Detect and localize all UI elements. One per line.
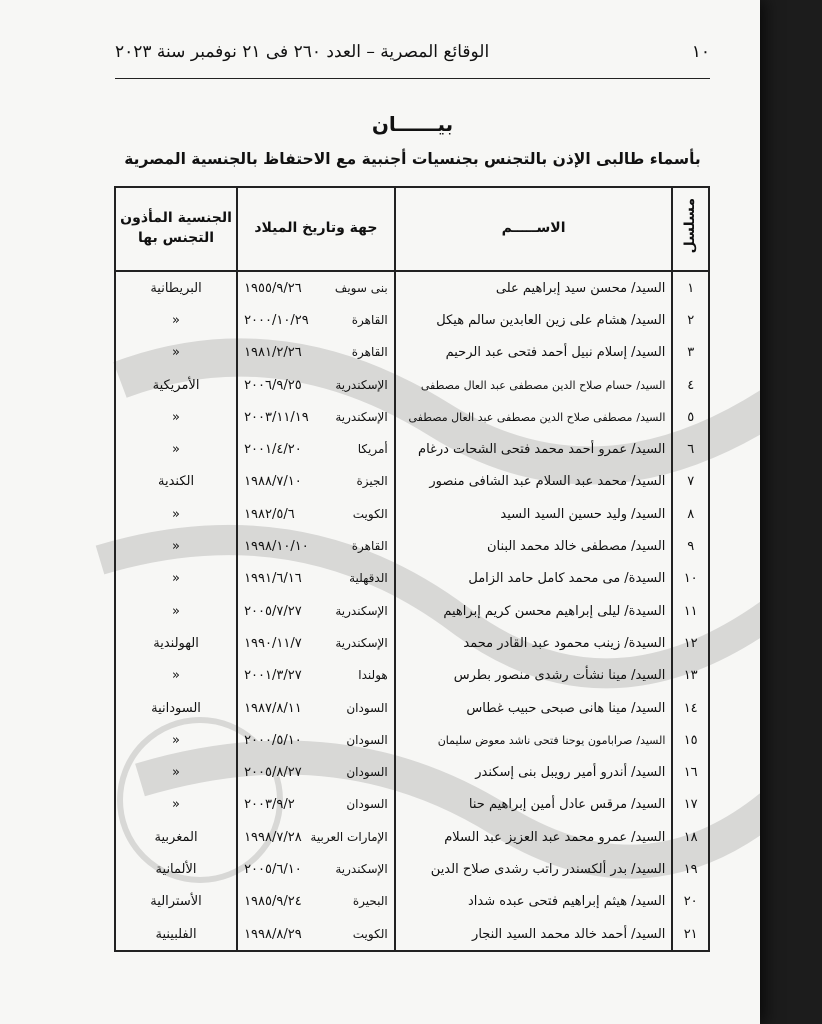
row-serial: ٨ <box>672 498 709 530</box>
row-serial: ٧ <box>672 466 709 498</box>
row-name-cell <box>395 466 673 498</box>
row-birth-place: الإسكندرية <box>335 635 388 650</box>
row-nationality: الأسترالية <box>115 886 237 918</box>
row-honorific: السيد/ <box>631 312 666 328</box>
table-row <box>115 692 709 724</box>
row-birth-cell <box>237 821 395 853</box>
row-birth-place: القاهرة <box>351 312 388 327</box>
row-birth-place: البحيرة <box>352 894 388 909</box>
row-birth-cell <box>237 369 395 401</box>
row-honorific: السيد/ <box>631 442 666 458</box>
row-name: هشام على زين العابدين سالم هيكل <box>436 312 628 328</box>
row-nationality: « <box>115 789 237 821</box>
row-name: محمد عبد السلام عبد الشافى منصور <box>429 474 628 490</box>
row-birth-cell <box>237 918 395 951</box>
row-honorific: السيد/ <box>631 765 666 781</box>
row-birth-cell <box>237 692 395 724</box>
row-name: أندرو أمير رويبل بنى إسكندر <box>475 765 628 781</box>
row-honorific: السيد/ <box>631 539 666 555</box>
row-serial: ١٩ <box>672 853 709 885</box>
row-birth-cell <box>237 756 395 788</box>
row-name: زينب محمود عبد القادر محمد <box>463 635 621 651</box>
row-name-cell <box>395 304 673 336</box>
row-name-cell <box>395 724 673 756</box>
table-row <box>115 337 709 369</box>
row-serial: ١٧ <box>672 789 709 821</box>
row-nationality: الألمانية <box>115 853 237 885</box>
table-row <box>115 724 709 756</box>
row-name: عمرو أحمد محمد فتحى الشحات درغام <box>418 442 628 458</box>
table-body <box>115 271 709 951</box>
row-name: أحمد خالد محمد السيد النجار <box>472 926 628 942</box>
row-honorific: السيدة/ <box>624 635 666 651</box>
row-name-cell <box>395 498 673 530</box>
table-row <box>115 886 709 918</box>
table-row <box>115 466 709 498</box>
row-honorific: السيد/ <box>631 861 666 877</box>
row-honorific: السيد/ <box>636 733 666 747</box>
row-nationality: « <box>115 337 237 369</box>
row-name-cell <box>395 401 673 433</box>
table-row <box>115 789 709 821</box>
row-birth-cell <box>237 433 395 465</box>
row-name: مينا نشأت رشدى منصور بطرس <box>453 668 628 684</box>
row-nationality: « <box>115 498 237 530</box>
row-name-cell <box>395 530 673 562</box>
table-row <box>115 821 709 853</box>
row-honorific: السيد/ <box>631 668 666 684</box>
row-birth-place: الإسكندرية <box>335 377 388 392</box>
row-name-cell <box>395 853 673 885</box>
row-serial: ٢٠ <box>672 886 709 918</box>
table-row <box>115 304 709 336</box>
row-birth-place: الإسكندرية <box>335 603 388 618</box>
table-row <box>115 530 709 562</box>
table-row <box>115 401 709 433</box>
table-row <box>115 433 709 465</box>
row-birth-cell <box>237 660 395 692</box>
row-nationality: الكندية <box>115 466 237 498</box>
row-honorific: السيد/ <box>631 829 666 845</box>
row-serial: ٢١ <box>672 918 709 951</box>
row-birth-date: ١٩٩٨/١٠/١٠ <box>244 539 309 555</box>
row-birth-cell <box>237 563 395 595</box>
table-header-row <box>115 187 709 271</box>
row-name: عمرو محمد عبد العزيز عبد السلام <box>444 829 628 845</box>
table-row <box>115 627 709 659</box>
row-name-cell <box>395 821 673 853</box>
row-birth-place: الإمارات العربية <box>310 829 388 844</box>
row-birth-place: الكويت <box>352 926 388 941</box>
page-header <box>115 36 710 68</box>
row-nationality: « <box>115 530 237 562</box>
row-serial: ١١ <box>672 595 709 627</box>
table-row <box>115 369 709 401</box>
row-birth-date: ١٩٨٨/٧/١٠ <box>244 474 302 490</box>
row-birth-date: ١٩٨٧/٨/١١ <box>244 700 302 716</box>
row-birth-date: ١٩٨٢/٥/٦ <box>244 506 295 522</box>
row-name: بدر ألكسندر راتب رشدى صلاح الدين <box>430 861 628 877</box>
row-name: إسلام نبيل أحمد فتحى عبد الرحيم <box>445 345 628 361</box>
table-row <box>115 918 709 951</box>
row-birth-place: القاهرة <box>351 539 388 554</box>
row-honorific: السيدة/ <box>624 571 666 587</box>
row-birth-date: ٢٠٠٥/٦/١٠ <box>244 861 302 877</box>
row-nationality: « <box>115 401 237 433</box>
row-serial: ١٤ <box>672 692 709 724</box>
row-honorific: السيد/ <box>636 410 666 424</box>
table-row <box>115 595 709 627</box>
row-name-cell <box>395 337 673 369</box>
table-row <box>115 756 709 788</box>
header-rule <box>115 78 710 79</box>
row-birth-cell <box>237 789 395 821</box>
row-birth-date: ٢٠٠٣/٩/٢ <box>244 797 295 813</box>
row-honorific: السيد/ <box>631 474 666 490</box>
row-nationality: المغربية <box>115 821 237 853</box>
row-birth-date: ٢٠٠٠/١٠/٢٩ <box>244 312 309 328</box>
row-birth-place: السودان <box>346 797 388 812</box>
row-birth-cell <box>237 886 395 918</box>
row-name-cell <box>395 660 673 692</box>
row-birth-place: السودان <box>346 732 388 747</box>
row-birth-date: ٢٠٠٥/٨/٢٧ <box>244 765 302 781</box>
row-name: مرقس عادل أمين إبراهيم حنا <box>468 797 628 813</box>
row-birth-date: ٢٠٠٥/٧/٢٧ <box>244 603 302 619</box>
row-serial: ٩ <box>672 530 709 562</box>
row-birth-place: الكويت <box>352 506 388 521</box>
row-honorific: السيدة/ <box>624 603 666 619</box>
table-row <box>115 853 709 885</box>
row-serial: ١٥ <box>672 724 709 756</box>
page-title: بيــــــان <box>371 112 454 136</box>
row-birth-place: الجيزة <box>356 474 388 489</box>
row-name-cell <box>395 369 673 401</box>
row-name: ليلى إبراهيم محسن كريم إبراهيم <box>443 603 621 619</box>
row-name: مصطفى صلاح الدين مصطفى عبد العال مصطفى <box>408 410 633 424</box>
row-name: مى محمد كامل حامد الزامل <box>468 571 621 587</box>
row-birth-place: الإسكندرية <box>335 409 388 424</box>
row-name-cell <box>395 433 673 465</box>
row-birth-cell <box>237 530 395 562</box>
row-nationality: « <box>115 433 237 465</box>
row-honorific: السيد/ <box>631 280 666 296</box>
row-name-cell <box>395 886 673 918</box>
row-birth-cell <box>237 595 395 627</box>
page-number: ١٠ <box>691 42 710 62</box>
row-name: صرابامون يوحنا فتحى ناشد معوض سليمان <box>437 733 633 747</box>
row-name-cell <box>395 789 673 821</box>
row-name: هيثم إبراهيم فتحى عبده شداد <box>467 894 628 910</box>
row-birth-date: ١٩٩٨/٧/٢٨ <box>244 829 302 845</box>
row-nationality: « <box>115 756 237 788</box>
row-name: محسن سيد إبراهيم على <box>495 280 628 296</box>
row-name-cell <box>395 595 673 627</box>
row-birth-place: بنى سويف <box>334 280 388 295</box>
row-name: مينا هانى صبحى حبيب غطاس <box>466 700 628 716</box>
row-nationality: « <box>115 563 237 595</box>
row-name: حسام صلاح الدين مصطفى عبد العال مصطفى <box>420 378 633 392</box>
row-honorific: السيد/ <box>631 700 666 716</box>
row-name-cell <box>395 271 673 304</box>
column-nationality: الجنسية المأذون التجنس بها <box>115 187 237 271</box>
row-nationality: الفلبينية <box>115 918 237 951</box>
row-name-cell <box>395 692 673 724</box>
row-birth-date: ١٩٩٠/١١/٧ <box>244 635 302 651</box>
row-honorific: السيد/ <box>631 345 666 361</box>
row-honorific: السيد/ <box>631 894 666 910</box>
row-serial: ١٢ <box>672 627 709 659</box>
row-nationality: « <box>115 595 237 627</box>
table-row <box>115 660 709 692</box>
row-name-cell <box>395 627 673 659</box>
row-birth-date: ١٩٩٨/٨/٢٩ <box>244 926 302 942</box>
row-birth-place: الإسكندرية <box>335 861 388 876</box>
row-nationality: « <box>115 724 237 756</box>
row-birth-cell <box>237 466 395 498</box>
page-subtitle: بأسماء طالبى الإذن بالتجنس بجنسيات أجنبية مع الاحتفاظ بالجنسية المصرية <box>124 150 701 168</box>
column-birth: جهة وتاريخ الميلاد <box>237 187 395 271</box>
row-nationality: « <box>115 304 237 336</box>
row-honorific: السيد/ <box>631 797 666 813</box>
row-name-cell <box>395 756 673 788</box>
row-nationality: السودانية <box>115 692 237 724</box>
row-birth-place: أمريكا <box>357 442 388 457</box>
row-name-cell <box>395 918 673 951</box>
row-nationality: البريطانية <box>115 271 237 304</box>
row-name: وليد حسين السيد السيد <box>500 506 628 522</box>
row-serial: ١٨ <box>672 821 709 853</box>
row-name: مصطفى خالد محمد البنان <box>486 539 628 555</box>
row-birth-cell <box>237 271 395 304</box>
row-birth-date: ٢٠٠١/٣/٢٧ <box>244 668 302 684</box>
row-birth-cell <box>237 337 395 369</box>
row-birth-date: ٢٠٠٣/١١/١٩ <box>244 409 309 425</box>
row-serial: ١٠ <box>672 563 709 595</box>
row-birth-date: ١٩٥٥/٩/٢٦ <box>244 280 302 296</box>
row-nationality: « <box>115 660 237 692</box>
row-nationality: الأمريكية <box>115 369 237 401</box>
publication-info: الوقائع المصرية – العدد ٢٦٠ فى ٢١ نوفمبر سنة ٢٠٢٣ <box>115 42 490 62</box>
row-birth-cell <box>237 724 395 756</box>
table-row <box>115 271 709 304</box>
row-birth-cell <box>237 853 395 885</box>
applicants-table <box>114 186 710 952</box>
table-row <box>115 498 709 530</box>
row-serial: ١٦ <box>672 756 709 788</box>
row-birth-date: ١٩٩١/٦/١٦ <box>244 571 302 587</box>
row-name-cell <box>395 563 673 595</box>
row-birth-date: ٢٠٠١/٤/٢٠ <box>244 442 302 458</box>
column-serial: مسلسل <box>672 187 709 271</box>
row-serial: ٤ <box>672 369 709 401</box>
row-serial: ٦ <box>672 433 709 465</box>
column-name: الاســـــم <box>395 187 673 271</box>
row-serial: ١٣ <box>672 660 709 692</box>
row-birth-cell <box>237 627 395 659</box>
row-honorific: السيد/ <box>631 506 666 522</box>
row-birth-cell <box>237 304 395 336</box>
row-nationality: الهولندية <box>115 627 237 659</box>
row-birth-place: السودان <box>346 765 388 780</box>
table-row <box>115 563 709 595</box>
row-birth-place: هولندا <box>358 668 388 683</box>
row-birth-place: القاهرة <box>351 345 388 360</box>
row-serial: ٥ <box>672 401 709 433</box>
row-birth-date: ١٩٨١/٢/٢٦ <box>244 345 302 361</box>
row-birth-cell <box>237 498 395 530</box>
row-birth-place: الدقهلية <box>349 571 388 586</box>
row-honorific: السيد/ <box>636 378 666 392</box>
row-birth-place: السودان <box>346 700 388 715</box>
row-serial: ١ <box>672 271 709 304</box>
row-birth-date: ٢٠٠٠/٥/١٠ <box>244 732 302 748</box>
row-honorific: السيد/ <box>631 926 666 942</box>
row-serial: ٣ <box>672 337 709 369</box>
row-birth-date: ١٩٨٥/٩/٢٤ <box>244 894 302 910</box>
row-birth-cell <box>237 401 395 433</box>
row-birth-date: ٢٠٠٦/٩/٢٥ <box>244 377 302 393</box>
row-serial: ٢ <box>672 304 709 336</box>
